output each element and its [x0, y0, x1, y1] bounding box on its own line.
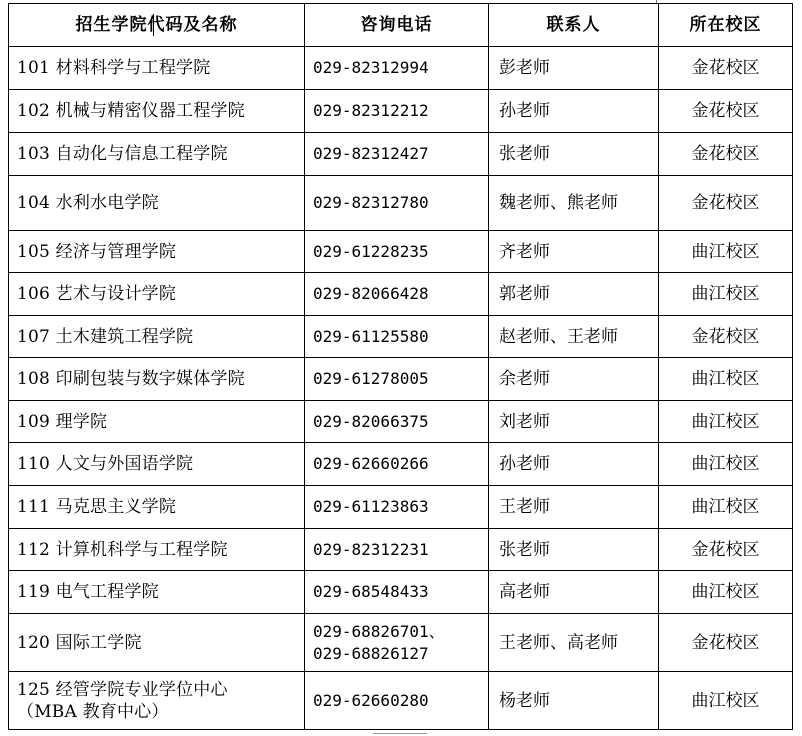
table-row	[9, 133, 793, 176]
phone-cell: 029-62660266	[305, 443, 489, 486]
college-cell: 112 计算机科学与工程学院	[9, 529, 305, 571]
contact-cell: 赵老师、王老师	[489, 316, 659, 358]
admissions-contact-table	[8, 3, 793, 730]
table-row	[9, 316, 793, 358]
table-row	[9, 571, 793, 614]
contact-cell: 孙老师	[489, 443, 659, 486]
college-cell: 108 印刷包装与数字媒体学院	[9, 358, 305, 401]
campus-cell: 曲江校区	[659, 358, 793, 401]
campus-cell: 曲江校区	[659, 672, 793, 730]
phone-cell: 029-82312212	[305, 90, 489, 133]
college-cell: 104 水利水电学院	[9, 176, 305, 231]
table-row	[9, 401, 793, 443]
table-row	[9, 47, 793, 90]
phone-cell: 029-82066375	[305, 401, 489, 443]
contact-cell: 刘老师	[489, 401, 659, 443]
phone-cell: 029-82312994	[305, 47, 489, 90]
table-row	[9, 486, 793, 529]
table-row	[9, 231, 793, 273]
contact-cell: 高老师	[489, 571, 659, 614]
campus-cell: 金花校区	[659, 316, 793, 358]
header-college: 招生学院代码及名称	[9, 4, 305, 47]
phone-cell: 029-61123863	[305, 486, 489, 529]
campus-cell: 曲江校区	[659, 231, 793, 273]
contact-cell: 孙老师	[489, 90, 659, 133]
table-row	[9, 672, 793, 730]
campus-cell: 曲江校区	[659, 486, 793, 529]
contact-cell: 杨老师	[489, 672, 659, 730]
college-cell: 119 电气工程学院	[9, 571, 305, 614]
college-cell: 107 土木建筑工程学院	[9, 316, 305, 358]
campus-cell: 曲江校区	[659, 273, 793, 316]
campus-cell: 金花校区	[659, 133, 793, 176]
campus-cell: 金花校区	[659, 90, 793, 133]
college-cell	[9, 672, 305, 730]
contact-cell: 张老师	[489, 133, 659, 176]
table-header-row	[9, 4, 793, 47]
campus-cell: 曲江校区	[659, 401, 793, 443]
phone-text: 029-68826701、 029-68826127	[313, 621, 445, 663]
phone-cell: 029-82312427	[305, 133, 489, 176]
header-contact: 联系人	[489, 4, 659, 47]
college-cell: 120 国际工学院	[9, 614, 305, 672]
college-cell: 105 经济与管理学院	[9, 231, 305, 273]
page-bottom-mark	[373, 733, 427, 734]
campus-cell: 金花校区	[659, 614, 793, 672]
contact-cell: 王老师	[489, 486, 659, 529]
college-cell: 102 机械与精密仪器工程学院	[9, 90, 305, 133]
college-cell: 101 材料科学与工程学院	[9, 47, 305, 90]
phone-cell: 029-62660280	[305, 672, 489, 730]
phone-cell: 029-68548433	[305, 571, 489, 614]
table-row	[9, 614, 793, 672]
contact-cell: 齐老师	[489, 231, 659, 273]
header-phone: 咨询电话	[305, 4, 489, 47]
table-row	[9, 358, 793, 401]
contact-cell: 余老师	[489, 358, 659, 401]
campus-cell: 金花校区	[659, 47, 793, 90]
table-row	[9, 90, 793, 133]
phone-cell: 029-61278005	[305, 358, 489, 401]
phone-cell: 029-61125580	[305, 316, 489, 358]
campus-cell: 曲江校区	[659, 443, 793, 486]
college-cell: 109 理学院	[9, 401, 305, 443]
college-cell: 110 人文与外国语学院	[9, 443, 305, 486]
table-row	[9, 273, 793, 316]
contact-cell: 彭老师	[489, 47, 659, 90]
campus-cell: 曲江校区	[659, 571, 793, 614]
table-row	[9, 529, 793, 571]
phone-cell	[305, 614, 489, 672]
table-row	[9, 443, 793, 486]
header-campus: 所在校区	[659, 4, 793, 47]
college-cell: 103 自动化与信息工程学院	[9, 133, 305, 176]
phone-cell: 029-61228235	[305, 231, 489, 273]
campus-cell: 金花校区	[659, 176, 793, 231]
contact-cell: 魏老师、熊老师	[489, 176, 659, 231]
table-row	[9, 176, 793, 231]
campus-cell: 金花校区	[659, 529, 793, 571]
phone-cell: 029-82066428	[305, 273, 489, 316]
college-cell: 111 马克思主义学院	[9, 486, 305, 529]
phone-cell: 029-82312231	[305, 529, 489, 571]
contact-cell: 张老师	[489, 529, 659, 571]
contact-cell: 郭老师	[489, 273, 659, 316]
college-cell: 106 艺术与设计学院	[9, 273, 305, 316]
college-text: 125 经管学院专业学位中心 （MBA 教育中心）	[17, 679, 228, 722]
contact-cell: 王老师、高老师	[489, 614, 659, 672]
phone-cell: 029-82312780	[305, 176, 489, 231]
